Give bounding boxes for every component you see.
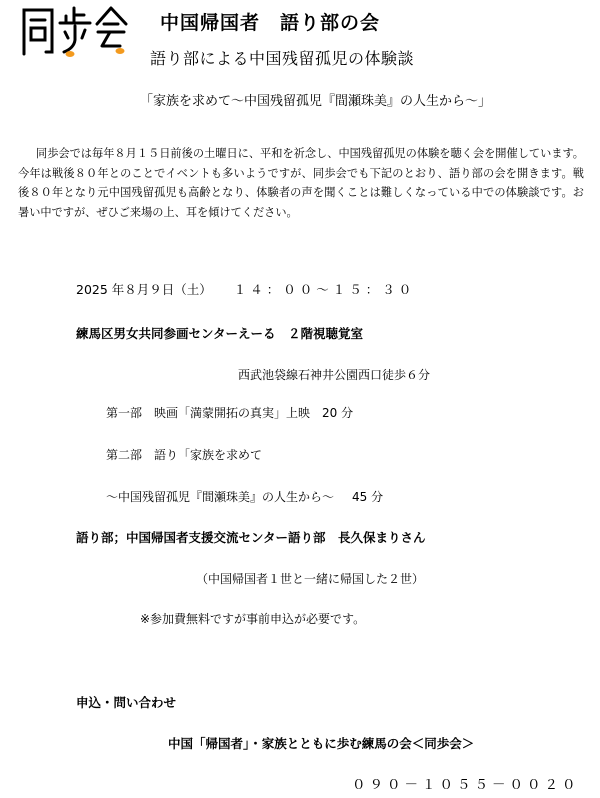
speaker: 語り部；中国帰国者支援交流センター語り部 長久保まりさん bbox=[76, 530, 426, 545]
event-venue: 練馬区男女共同参画センターえーる ２階視聴覚室 bbox=[76, 326, 364, 341]
contact-phone: ０９０－１０５５－００２０ bbox=[352, 777, 580, 793]
page-title: 中国帰国者 語り部の会 bbox=[160, 12, 381, 34]
speaker-note: （中国帰国者１世と一緒に帰国した２世） bbox=[196, 572, 425, 586]
event-datetime bbox=[76, 280, 415, 298]
page-subtitle: 語り部による中国残留孤児の体験談 bbox=[150, 49, 415, 68]
program-part2-subtitle bbox=[106, 488, 383, 505]
program-part1: 第一部 映画「満蒙開拓の真実」上映 20 分 bbox=[106, 406, 354, 420]
event-access: 西武池袋線石神井公園西口徒歩６分 bbox=[238, 368, 431, 382]
event-theme: 「家族を求めて～中国残留孤児『間瀬珠美』の人生から～」 bbox=[140, 94, 492, 109]
intro-paragraph: 同歩会では毎年８月１５日前後の土曜日に、平和を祈念し、中国残留孤児の体験を聴く会を開催しています。今年は戦後８０年とのことでイベントも多いようですが、同歩会でも下記のとおり、語り部の会を開きます。戦後８０年となり元中国残留孤児も高齢となり、体験者の声を聞くことは難しくなっている中での体験談です。お暑い中ですが、ぜひご来場の上、耳を傾けてください。 bbox=[18, 147, 584, 219]
contact-organization: 中国「帰国者」・家族とともに歩む練馬の会＜同歩会＞ bbox=[168, 736, 475, 751]
event-time: １４：００～１５：３０ bbox=[233, 282, 416, 297]
event-date: 2025 年８月９日（土） bbox=[76, 282, 212, 297]
fee-note: ※参加費無料ですが事前申込が必要です。 bbox=[140, 612, 366, 626]
program-part2-duration: 45 分 bbox=[352, 490, 384, 504]
program-part2-subtitle-text: ～中国残留孤児『間瀬珠美』の人生から～ bbox=[106, 490, 335, 504]
logo bbox=[18, 2, 130, 58]
dohokai-logo-icon bbox=[18, 2, 130, 58]
program-part2-title: 第二部 語り「家族を求めて bbox=[106, 448, 263, 462]
contact-label: 申込・問い合わせ bbox=[76, 695, 177, 710]
